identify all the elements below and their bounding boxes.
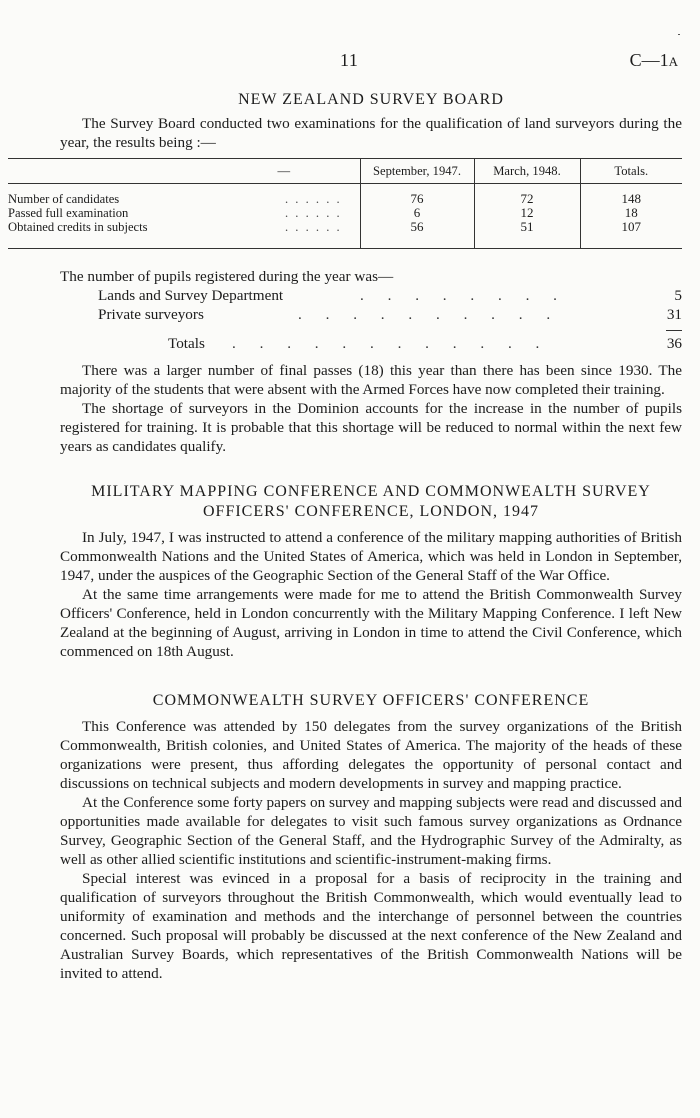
officers-paragraph: Special interest was evinced in a proposal for a basis of reciprocity in the training and qualification of surveyors throughout the British Commonwealth, which would eventually lead to uniformity of examination and methods and the interchange of personnel between the countries concerned. Such proposal will probably be discussed at the next conference of the New Zealand and Australian Survey Boards, which representatives of the British Commonwealth Nations will be invited to attend. [60,870,682,982]
row-label: Passed full examination [8,206,129,220]
totals-rule [666,330,682,331]
survey-board-heading: NEW ZEALAND SURVEY BOARD [238,91,504,108]
totals-rule-line [60,324,682,334]
pupils-leaders: . . . . . . . . [360,287,567,304]
table-spacer [8,184,682,193]
survey-board-intro: The Survey Board conducted two examinations for the qualification of land surveyors during the year, the results being :— [60,115,682,151]
cell-value: 56 [360,220,474,249]
pupils-value: 5 [674,287,682,304]
mapping-paragraph: In July, 1947, I was instructed to attend a conference of the military mapping authorities of British Commonwealth Nations and the United States of America, which was held in London in September, 1947, under the auspices of the Geographic Section of the General Staff of the War Office. [60,529,682,584]
row-leaders: . . . . . . [285,206,342,220]
totals-label: Totals [168,335,205,352]
officers-paragraph: At the Conference some forty papers on survey and mapping subjects were read and discussed and opportunities made available for delegates to visit such famous survey organizations as Ordnance Survey, Geographic Section of the General Staff, and the Hydrographic Survey of the Admiralty, as well as other allied scientific institutions and scientific-instrument-making firms. [60,794,682,868]
cell-value: 148 [580,192,682,206]
row-label-cell [8,206,360,220]
cell-value: 18 [580,206,682,220]
officers-paragraph: This Conference was attended by 150 delegates from the survey organizations of the British Commonwealth, British colonies, and United States of America. The majority of the heads of these organizations were present, thus affording delegates the opportunity of personal contact and discussions on technical subjects and modern developments in survey and mapping practice. [60,718,682,792]
survey-paragraph: The shortage of surveyors in the Dominion accounts for the increase in the number of pupils registered for training. It is probable that this shortage will be reduced to normal within the next few years as candidates qualify. [60,400,682,455]
table-header-row [8,159,682,184]
pupils-intro: The number of pupils registered during the year was— [60,268,394,285]
cell-value: 76 [360,192,474,206]
table-row [8,220,682,249]
row-leaders: . . . . . . [285,220,342,234]
table-row [8,206,682,220]
document-reference [630,50,678,71]
table-header-sept: September, 1947. [360,159,474,184]
main-column [8,90,682,983]
cell-value: 6 [360,206,474,220]
mapping-heading-line2: OFFICERS' CONFERENCE, LONDON, 1947 [202,503,540,520]
totals-leaders: . . . . . . . . . . . . [232,335,550,352]
totals-value: 36 [666,335,682,352]
row-label-cell [8,220,360,249]
doc-ref-suffix: A [668,54,678,69]
pupils-label: Private surveyors [98,306,204,323]
pupils-intro-line [60,267,682,286]
exam-results-table-wrap [8,158,682,249]
table-header-blank: — [8,159,360,184]
survey-paragraph: There was a larger number of final passes (18) this year than there has been since 1930. The majority of the students that were absent with the Armed Forces have now completed their training. [60,362,682,398]
page-number: 11 [340,50,359,70]
row-label-cell [8,192,360,206]
pupils-value: 31 [666,306,682,323]
margin-mark [678,34,680,35]
officers-heading: COMMONWEALTH SURVEY OFFICERS' CONFERENCE [152,692,590,709]
totals-row [60,334,682,353]
pupils-row [60,305,682,324]
table-row [8,192,682,206]
cell-value: 107 [580,220,682,249]
cell-value: 12 [474,206,580,220]
row-label: Obtained credits in subjects [8,220,148,234]
pupils-registered [60,267,682,353]
doc-ref-main: C—1 [629,50,669,70]
mapping-heading-line1: MILITARY MAPPING CONFERENCE AND COMMONWEALTH SURVEY [91,483,651,500]
exam-results-table [8,158,682,249]
table-header-march: March, 1948. [474,159,580,184]
cell-value: 51 [474,220,580,249]
pupils-label: Lands and Survey Department [98,287,284,304]
pupils-leaders: . . . . . . . . . . [298,306,561,323]
cell-value: 72 [474,192,580,206]
pupils-row [60,286,682,305]
row-label: Number of candidates [8,192,120,206]
mapping-paragraph: At the same time arrangements were made for me to attend the British Commonwealth Survey Officers' Conference, held in London concurrently with the Military Mapping Conference. I left New Zealand at the beginning of August, arriving in London in time to attend the Civil Conference, which commenced on 18th August. [60,586,682,660]
row-leaders: . . . . . . [285,192,342,206]
table-header-totals: Totals. [580,159,682,184]
